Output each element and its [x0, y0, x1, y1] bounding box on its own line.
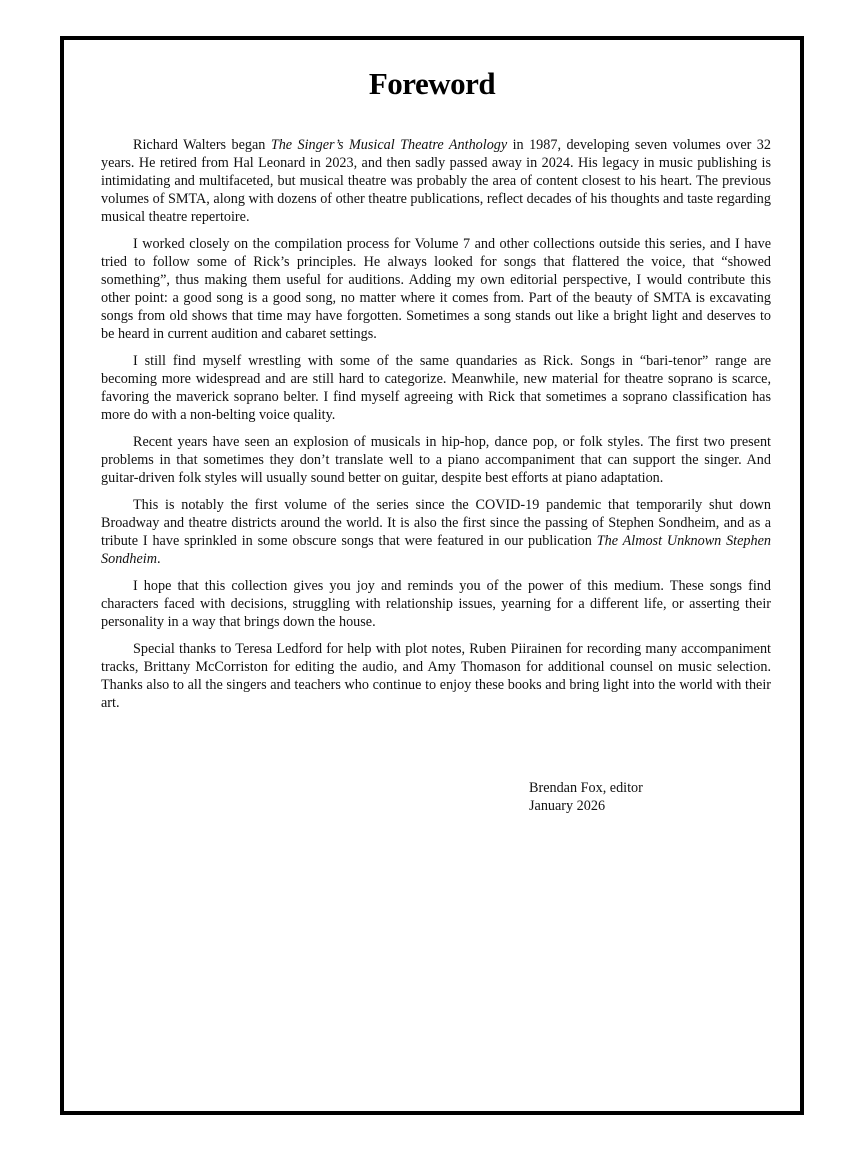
paragraph-text: . — [156, 551, 161, 567]
paragraph-text: This is notably the first volume of the series since the COVID-19 pandemic that temporarily shut down Broadway and theatre districts around the world. It is also the first since the passing of Stephen Sondheim, and as a tribute I have sprinkled in some obscure songs that were featured in our publication — [101, 497, 771, 549]
paragraph-6 — [101, 577, 771, 631]
paragraph-2 — [101, 235, 771, 343]
paragraph-text: in 1987, developing seven volumes over 32 years. He retired from Hal Leonard in 2023, and then sadly passed away in 2024. His legacy in music publishing is intimidating and multifaceted, but musical theatre was probably the area of content closest to his heart. The previous volumes of SMTA, along with dozens of other theatre publications, reflect decades of his thoughts and taste regarding musical theatre repertoire. — [101, 137, 771, 225]
paragraph-text: Recent years have seen an explosion of musicals in hip-hop, dance pop, or folk styles. The first two present problems in that sometimes they don’t translate well to a piano accompaniment that can support the singer. And guitar-driven folk styles will usually sound better on guitar, despite best efforts at piano adaptation. — [101, 434, 771, 486]
paragraph-1 — [101, 136, 771, 226]
foreword-body — [101, 136, 771, 721]
paragraph-7 — [101, 640, 771, 712]
signature-block — [529, 779, 643, 815]
paragraph-text: Richard Walters began — [133, 137, 271, 153]
paragraph-4 — [101, 433, 771, 487]
paragraph-text: I still find myself wrestling with some of the same quandaries as Rick. Songs in “bari-tenor” range are becoming more widespread and are still hard to categorize. Meanwhile, new material for theatre soprano is scarce, favoring the maverick soprano belter. I find myself agreeing with Rick that sometimes a soprano classification has more do with a non-belting voice quality. — [101, 353, 771, 423]
paragraph-text: I worked closely on the compilation process for Volume 7 and other collections outside this series, and I have tried to follow some of Rick’s principles. He always looked for songs that flattered the voice, that “showed something”, thus making them useful for auditions. Adding my own editorial perspective, I would contribute this other point: a good song is a good song, no matter where it comes from. Part of the beauty of SMTA is excavating songs from old shows that time may have forgotten. Sometimes a song stands out like a bright light and deserves to be heard in current audition and cabaret settings. — [101, 236, 771, 342]
paragraph-5 — [101, 496, 771, 568]
paragraph-text: I hope that this collection gives you joy and reminds you of the power of this medium. These songs find characters faced with decisions, struggling with relationship issues, yearning for a different life, or asserting their personality in a way that brings down the house. — [101, 578, 771, 630]
signature-date: January 2026 — [529, 798, 606, 814]
editor-name: Brendan Fox, editor — [529, 780, 643, 796]
page-title: Foreword — [368, 66, 496, 101]
paragraph-3 — [101, 352, 771, 424]
book-title-italic: The Singer’s Musical Theatre Anthology — [270, 137, 508, 153]
paragraph-text: Special thanks to Teresa Ledford for help with plot notes, Ruben Piirainen for recording many accompaniment tracks, Brittany McCorriston for editing the audio, and Amy Thomason for additional counsel on music selection. Thanks also to all the singers and teachers who continue to enjoy these books and bring light into the world with their art. — [101, 641, 771, 711]
publication-title-italic: The Almost Unknown Stephen Sondheim — [101, 533, 772, 567]
page-border-frame — [60, 36, 804, 1115]
